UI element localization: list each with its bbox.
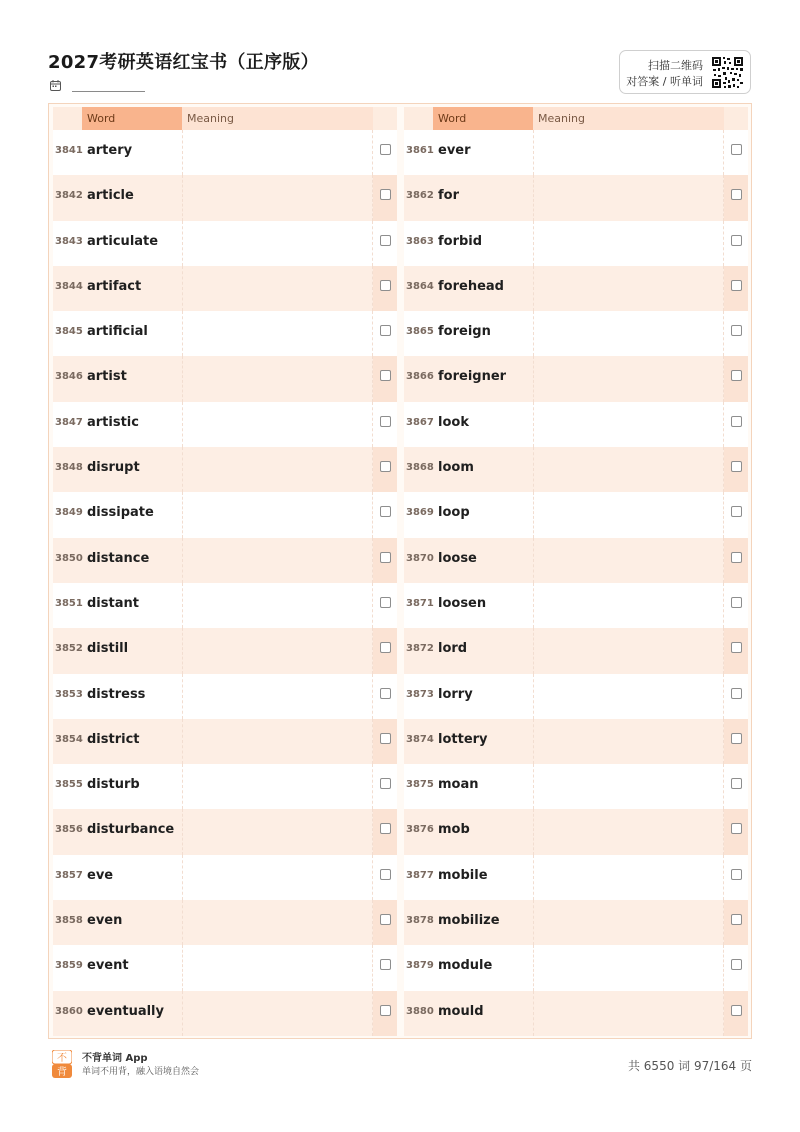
word-text: articulate: [87, 233, 159, 249]
word-text: mobile: [438, 867, 488, 883]
word-number: 3862: [406, 190, 434, 202]
word-number: 3852: [55, 643, 83, 655]
table-row: [404, 628, 748, 673]
check-cell: [373, 492, 397, 537]
word-text: artificial: [87, 324, 148, 340]
word-text: module: [438, 958, 493, 974]
table-row: [53, 764, 397, 809]
check-cell: [373, 719, 397, 764]
word-number: 3861: [406, 145, 434, 156]
check-cell: [724, 311, 748, 356]
header-num-cell: [404, 107, 433, 130]
word-number: 3877: [406, 869, 434, 881]
meaning-cell[interactable]: [182, 674, 373, 719]
word-text: even: [87, 913, 123, 929]
qr-code-icon[interactable]: [711, 56, 744, 89]
table-row: [53, 991, 397, 1036]
checkbox-icon[interactable]: [731, 552, 742, 563]
table-row: [404, 130, 748, 175]
meaning-cell[interactable]: [182, 628, 373, 673]
check-cell: [373, 991, 397, 1036]
checkbox-icon[interactable]: [731, 914, 742, 925]
word-text: disturbance: [87, 822, 175, 838]
table-header: [53, 107, 397, 130]
table-row: [53, 221, 397, 266]
left-column: [53, 107, 397, 1035]
word-text: foreign: [438, 324, 491, 340]
word-number: 3871: [406, 597, 434, 609]
meaning-cell[interactable]: [182, 900, 373, 945]
meaning-cell[interactable]: [533, 719, 724, 764]
word-text: eventually: [87, 1003, 164, 1019]
table-row: [53, 900, 397, 945]
checkbox-icon[interactable]: [380, 552, 391, 563]
check-cell: [373, 356, 397, 401]
meaning-cell[interactable]: [182, 447, 373, 492]
check-cell: [373, 311, 397, 356]
check-cell: [724, 628, 748, 673]
table-header: [404, 107, 748, 130]
meaning-cell[interactable]: [533, 583, 724, 628]
word-number: 3870: [406, 552, 434, 564]
checkbox-icon[interactable]: [380, 325, 391, 336]
table-row: [404, 311, 748, 356]
check-cell: [724, 130, 748, 175]
meaning-cell[interactable]: [182, 855, 373, 900]
check-cell: [373, 900, 397, 945]
meaning-cell[interactable]: [533, 311, 724, 356]
table-row: [53, 674, 397, 719]
word-number: 3869: [406, 507, 434, 519]
word-text: forehead: [438, 278, 504, 294]
check-cell: [724, 221, 748, 266]
meaning-cell[interactable]: [533, 447, 724, 492]
meaning-cell[interactable]: [182, 991, 373, 1036]
meaning-cell[interactable]: [182, 583, 373, 628]
table-row: [404, 900, 748, 945]
header-check-cell: [724, 107, 748, 130]
word-number: 3868: [406, 462, 434, 474]
word-number: 3845: [55, 326, 83, 338]
meaning-cell[interactable]: [182, 175, 373, 220]
checkbox-icon[interactable]: [731, 144, 742, 155]
check-cell: [373, 674, 397, 719]
right-column: [404, 107, 748, 1035]
meaning-cell[interactable]: [533, 945, 724, 990]
word-number: 3846: [55, 371, 83, 383]
check-cell: [373, 402, 397, 447]
word-text: for: [438, 188, 459, 204]
checkbox-icon[interactable]: [380, 869, 391, 880]
header-word-label: Word: [87, 112, 116, 125]
meaning-cell[interactable]: [182, 402, 373, 447]
header-word-label: Word: [438, 112, 467, 125]
meaning-cell[interactable]: [533, 492, 724, 537]
word-number: 3855: [55, 779, 83, 791]
word-number: 3879: [406, 960, 434, 972]
word-number: 3876: [406, 824, 434, 836]
word-text: loop: [438, 505, 470, 521]
header-meaning-cell: [533, 107, 724, 130]
check-cell: [373, 538, 397, 583]
word-text: district: [87, 731, 140, 747]
header-meaning-cell: [182, 107, 373, 130]
check-cell: [724, 809, 748, 854]
word-number: 3858: [55, 915, 83, 927]
table-row: [404, 719, 748, 764]
check-cell: [373, 583, 397, 628]
calendar-icon: [50, 80, 61, 91]
word-number: 3874: [406, 733, 434, 745]
word-text: artifact: [87, 278, 142, 294]
check-cell: [724, 356, 748, 401]
table-row: [404, 583, 748, 628]
check-cell: [373, 764, 397, 809]
meaning-cell[interactable]: [533, 538, 724, 583]
table-row: [53, 719, 397, 764]
checkbox-icon[interactable]: [731, 280, 742, 291]
table-row: [53, 356, 397, 401]
checkbox-icon[interactable]: [731, 506, 742, 517]
checkbox-icon[interactable]: [731, 461, 742, 472]
word-text: dissipate: [87, 505, 154, 521]
table-row: [53, 628, 397, 673]
word-text: loom: [438, 460, 474, 476]
table-row: [404, 538, 748, 583]
page-title: 2027考研英语红宝书（正序版）: [48, 52, 319, 73]
word-rows: [404, 130, 748, 1036]
table-row: [404, 402, 748, 447]
logo-char-top: 不: [57, 1053, 67, 1064]
table-row: [404, 356, 748, 401]
checkbox-icon[interactable]: [380, 914, 391, 925]
word-number: 3856: [55, 824, 83, 836]
checkbox-icon[interactable]: [380, 235, 391, 246]
qr-line-2: 对答案 / 听单词: [626, 75, 703, 88]
table-row: [404, 492, 748, 537]
table-row: [53, 175, 397, 220]
checkbox-icon[interactable]: [380, 688, 391, 699]
table-row: [404, 809, 748, 854]
checkbox-icon[interactable]: [731, 642, 742, 653]
word-text: distill: [87, 641, 129, 657]
word-text: artistic: [87, 414, 139, 430]
check-cell: [373, 809, 397, 854]
word-text: forbid: [438, 233, 483, 249]
word-number: 3854: [55, 733, 83, 745]
check-cell: [724, 719, 748, 764]
word-text: ever: [438, 143, 471, 158]
checkbox-icon[interactable]: [380, 778, 391, 789]
checkbox-icon[interactable]: [380, 189, 391, 200]
table-row: [404, 266, 748, 311]
word-number: 3878: [406, 915, 434, 927]
word-text: mobilize: [438, 913, 500, 929]
checkbox-icon[interactable]: [731, 823, 742, 834]
table-row: [53, 492, 397, 537]
check-cell: [724, 266, 748, 311]
check-cell: [724, 991, 748, 1036]
word-number: 3843: [55, 235, 83, 247]
table-row: [53, 945, 397, 990]
word-text: loose: [438, 550, 477, 566]
check-cell: [724, 538, 748, 583]
meaning-cell[interactable]: [533, 900, 724, 945]
meaning-cell[interactable]: [533, 266, 724, 311]
check-cell: [724, 945, 748, 990]
word-number: 3866: [406, 371, 434, 383]
footer-page-count: 共 6550 词 97/164 页: [627, 1059, 752, 1073]
header-meaning-label: Meaning: [187, 112, 234, 125]
header-num-cell: [53, 107, 82, 130]
app-logo-icon: [52, 1050, 72, 1078]
word-number: 3873: [406, 688, 434, 700]
vocab-sheet: [48, 103, 752, 1039]
check-cell: [724, 900, 748, 945]
check-cell: [373, 266, 397, 311]
word-text: lottery: [438, 731, 488, 747]
word-number: 3872: [406, 643, 434, 655]
word-text: eve: [87, 867, 114, 883]
check-cell: [724, 492, 748, 537]
checkbox-icon[interactable]: [380, 823, 391, 834]
meaning-cell[interactable]: [533, 402, 724, 447]
meaning-cell[interactable]: [182, 492, 373, 537]
word-text: lorry: [438, 686, 473, 702]
meaning-cell[interactable]: [533, 809, 724, 854]
meaning-cell[interactable]: [182, 538, 373, 583]
table-row: [53, 402, 397, 447]
table-row: [404, 175, 748, 220]
table-row: [404, 764, 748, 809]
checkbox-icon[interactable]: [380, 280, 391, 291]
table-row: [404, 674, 748, 719]
check-cell: [373, 447, 397, 492]
check-cell: [724, 764, 748, 809]
table-row: [53, 266, 397, 311]
word-text: distance: [87, 550, 150, 566]
date-underline[interactable]: [72, 91, 145, 92]
meaning-cell[interactable]: [182, 311, 373, 356]
checkbox-icon[interactable]: [731, 733, 742, 744]
check-cell: [373, 855, 397, 900]
meaning-cell[interactable]: [533, 221, 724, 266]
checkbox-icon[interactable]: [380, 1005, 391, 1016]
checkbox-icon[interactable]: [731, 597, 742, 608]
word-text: distant: [87, 595, 139, 611]
qr-caption: [626, 58, 703, 90]
word-text: article: [87, 188, 134, 204]
word-text: artery: [87, 143, 133, 158]
word-number: 3849: [55, 507, 83, 519]
checkbox-icon[interactable]: [731, 189, 742, 200]
word-text: moan: [438, 777, 479, 793]
header-check-cell: [373, 107, 397, 130]
table-row: [53, 130, 397, 175]
word-text: mould: [438, 1003, 484, 1019]
word-number: 3847: [55, 416, 83, 428]
word-number: 3841: [55, 145, 83, 156]
word-text: disturb: [87, 777, 140, 793]
meaning-cell[interactable]: [182, 764, 373, 809]
word-number: 3853: [55, 688, 83, 700]
meaning-cell[interactable]: [182, 945, 373, 990]
checkbox-icon[interactable]: [731, 778, 742, 789]
table-row: [53, 583, 397, 628]
footer-slogan: 单词不用背，融入语境自然会: [82, 1067, 200, 1077]
word-number: 3863: [406, 235, 434, 247]
table-row: [53, 809, 397, 854]
checkbox-icon[interactable]: [380, 506, 391, 517]
word-number: 3880: [406, 1005, 434, 1017]
meaning-cell[interactable]: [182, 266, 373, 311]
header-word-cell: [433, 107, 533, 130]
checkbox-icon[interactable]: [731, 688, 742, 699]
logo-char-bottom: 背: [57, 1067, 67, 1078]
word-number: 3844: [55, 280, 83, 292]
meaning-cell[interactable]: [533, 855, 724, 900]
meaning-cell[interactable]: [182, 130, 373, 175]
meaning-cell[interactable]: [533, 991, 724, 1036]
checkbox-icon[interactable]: [380, 733, 391, 744]
word-number: 3851: [55, 597, 83, 609]
checkbox-icon[interactable]: [380, 959, 391, 970]
table-row: [53, 855, 397, 900]
word-text: mob: [438, 822, 470, 838]
word-number: 3864: [406, 280, 434, 292]
meaning-cell[interactable]: [533, 674, 724, 719]
word-number: 3867: [406, 416, 434, 428]
check-cell: [724, 402, 748, 447]
header-word-cell: [82, 107, 182, 130]
check-cell: [724, 855, 748, 900]
word-text: foreigner: [438, 369, 507, 385]
word-text: disrupt: [87, 460, 140, 476]
table-row: [404, 221, 748, 266]
checkbox-icon[interactable]: [731, 1005, 742, 1016]
meaning-cell[interactable]: [182, 719, 373, 764]
meaning-cell[interactable]: [182, 809, 373, 854]
checkbox-icon[interactable]: [380, 642, 391, 653]
check-cell: [373, 221, 397, 266]
checkbox-icon[interactable]: [380, 370, 391, 381]
word-text: artist: [87, 369, 127, 385]
table-row: [404, 945, 748, 990]
header-meaning-label: Meaning: [538, 112, 585, 125]
check-cell: [724, 583, 748, 628]
word-number: 3857: [55, 869, 83, 881]
meaning-cell[interactable]: [533, 628, 724, 673]
date-field: [50, 79, 170, 95]
meaning-cell[interactable]: [533, 764, 724, 809]
word-text: lord: [438, 641, 468, 657]
word-number: 3875: [406, 779, 434, 791]
checkbox-icon[interactable]: [731, 325, 742, 336]
check-cell: [724, 447, 748, 492]
table-row: [404, 855, 748, 900]
check-cell: [373, 175, 397, 220]
check-cell: [724, 175, 748, 220]
qr-panel[interactable]: [619, 50, 751, 94]
meaning-cell[interactable]: [182, 356, 373, 401]
footer-app-name: 不背单词 App: [82, 1053, 148, 1064]
checkbox-icon[interactable]: [731, 959, 742, 970]
word-text: look: [438, 414, 469, 430]
meaning-cell[interactable]: [533, 356, 724, 401]
check-cell: [373, 628, 397, 673]
qr-line-1: 扫描二维码: [648, 59, 703, 72]
word-rows: [53, 130, 397, 1036]
table-row: [53, 311, 397, 356]
word-number: 3860: [55, 1005, 83, 1017]
word-text: event: [87, 958, 129, 974]
word-text: loosen: [438, 595, 487, 611]
meaning-cell[interactable]: [533, 175, 724, 220]
meaning-cell[interactable]: [533, 130, 724, 175]
meaning-cell[interactable]: [182, 221, 373, 266]
table-row: [53, 538, 397, 583]
check-cell: [373, 945, 397, 990]
checkbox-icon[interactable]: [731, 235, 742, 246]
checkbox-icon[interactable]: [731, 416, 742, 427]
checkbox-icon[interactable]: [731, 869, 742, 880]
checkbox-icon[interactable]: [380, 597, 391, 608]
check-cell: [373, 130, 397, 175]
word-number: 3865: [406, 326, 434, 338]
checkbox-icon[interactable]: [380, 416, 391, 427]
checkbox-icon[interactable]: [380, 144, 391, 155]
check-cell: [724, 674, 748, 719]
checkbox-icon[interactable]: [380, 461, 391, 472]
table-row: [53, 447, 397, 492]
word-text: distress: [87, 686, 146, 702]
word-number: 3859: [55, 960, 83, 972]
word-number: 3850: [55, 552, 83, 564]
table-row: [404, 447, 748, 492]
word-number: 3848: [55, 462, 83, 474]
table-row: [404, 991, 748, 1036]
word-number: 3842: [55, 190, 83, 202]
checkbox-icon[interactable]: [731, 370, 742, 381]
